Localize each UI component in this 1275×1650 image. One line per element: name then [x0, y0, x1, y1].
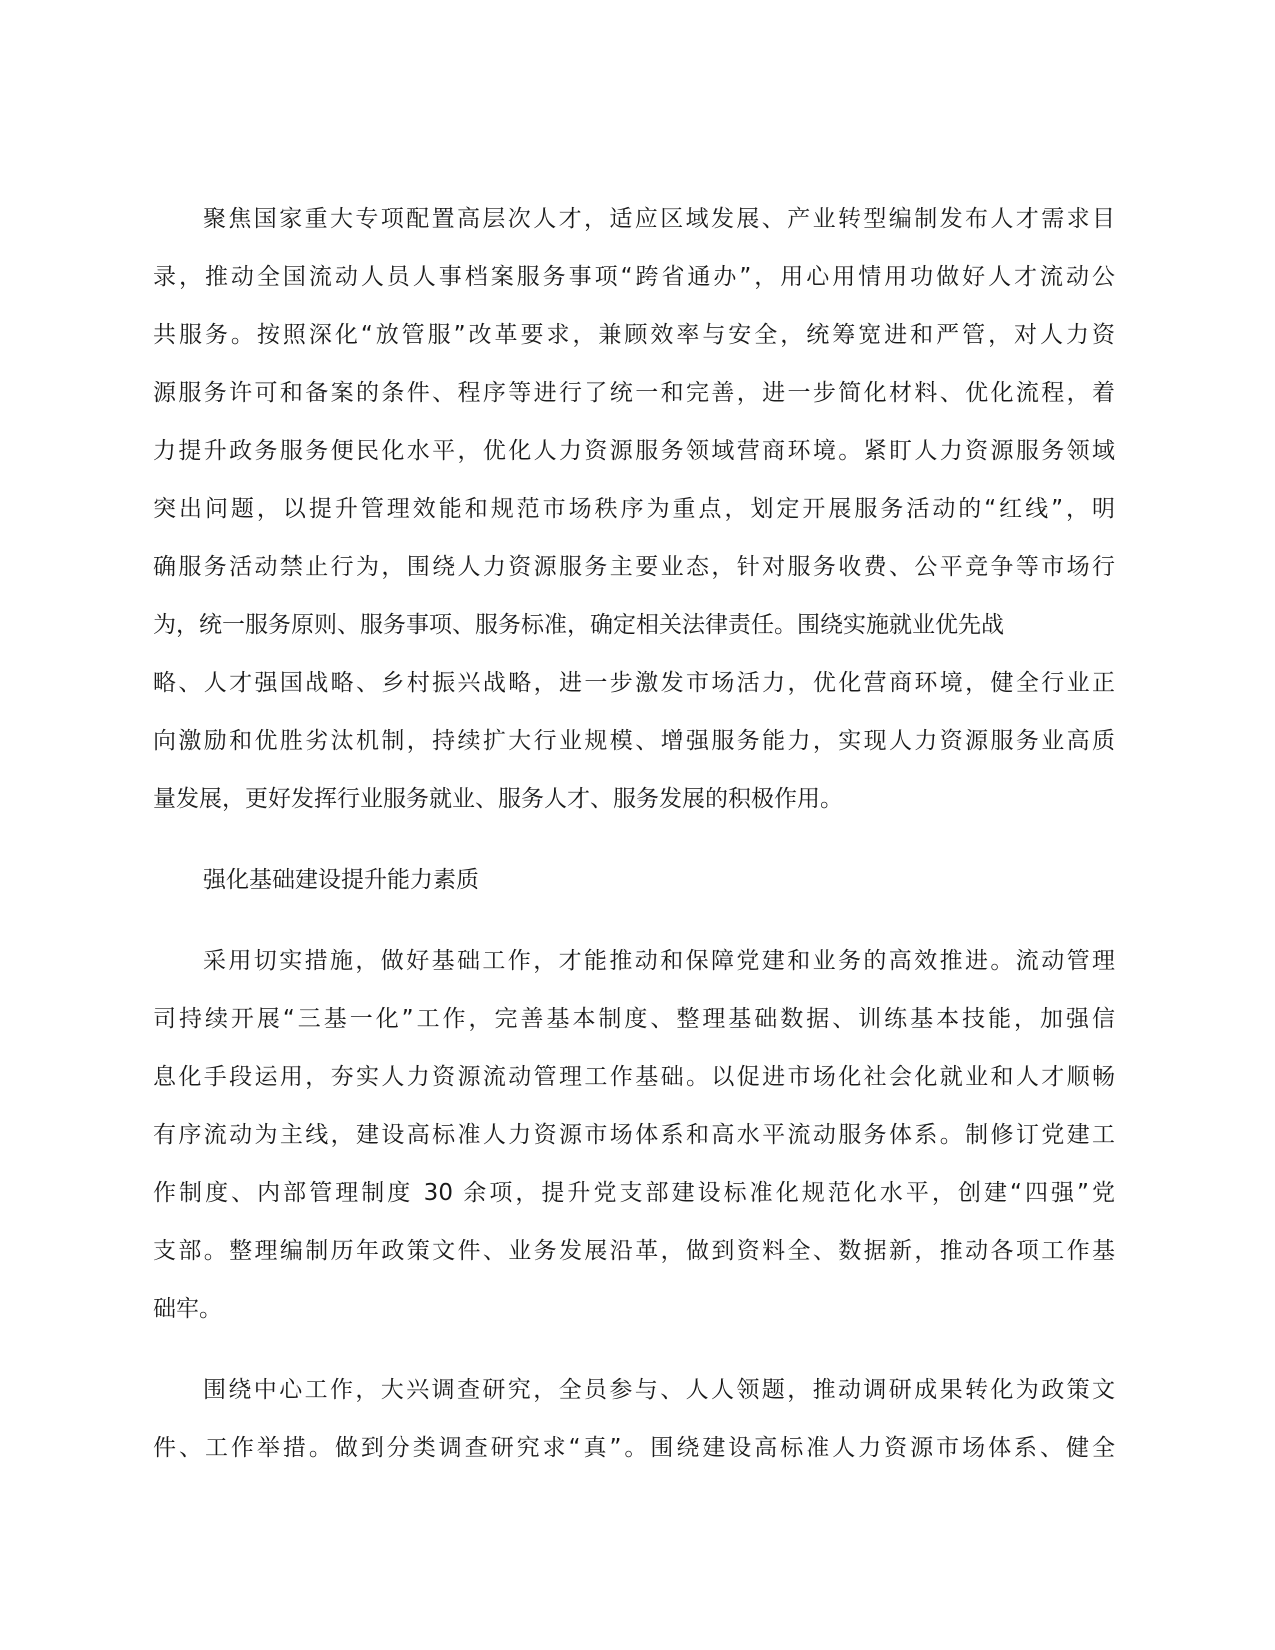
text-line: 力提升政务服务便民化水平，优化人力资源服务领域营商环境。紧盯人力资源服务领域 [153, 438, 1115, 464]
paragraph-research [153, 1361, 1115, 1477]
text-line: 共服务。按照深化“放管服”改革要求，兼顾效率与安全，统筹宽进和严管，对人力资 [153, 322, 1115, 348]
text-line: 采用切实措施，做好基础工作，才能推动和保障党建和业务的高效推进。流动管理 [203, 948, 1115, 974]
text-line: 围绕中心工作，大兴调查研究，全员参与、人人领题，推动调研成果转化为政策文 [203, 1377, 1115, 1403]
text-line: 录，推动全国流动人员人事档案服务事项“跨省通办”，用心用情用功做好人才流动公 [153, 264, 1115, 290]
text-line: 司持续开展“三基一化”工作，完善基本制度、整理基础数据、训练基本技能，加强信 [153, 1006, 1115, 1032]
text-line: 息化手段运用，夯实人力资源流动管理工作基础。以促进市场化社会化就业和人才顺畅 [153, 1064, 1115, 1090]
text-line: 向激励和优胜劣汰机制，持续扩大行业规模、增强服务能力，实现人力资源服务业高质 [153, 728, 1115, 754]
text-line: 确服务活动禁止行为，围绕人力资源服务主要业态，针对服务收费、公平竞争等市场行 [153, 554, 1115, 580]
section-heading: 强化基础建设提升能力素质 [203, 867, 479, 893]
text-line: 源服务许可和备案的条件、程序等进行了统一和完善，进一步简化材料、优化流程，着 [153, 380, 1115, 406]
text-line: 础牢。 [153, 1296, 222, 1322]
text-line: 聚焦国家重大专项配置高层次人才，适应区域发展、产业转型编制发布人才需求目 [203, 206, 1115, 232]
text-line: 突出问题，以提升管理效能和规范市场秩序为重点，划定开展服务活动的“红线”，明 [153, 496, 1115, 522]
text-line: 有序流动为主线，建设高标准人力资源市场体系和高水平流动服务体系。制修订党建工 [153, 1122, 1115, 1148]
document-body [153, 190, 1115, 1477]
text-line: 支部。整理编制历年政策文件、业务发展沿革，做到资料全、数据新，推动各项工作基 [153, 1238, 1115, 1264]
text-line: 作制度、内部管理制度 30 余项，提升党支部建设标准化规范化水平，创建“四强”党 [153, 1180, 1115, 1206]
paragraph-talent-services [153, 190, 1115, 828]
text-line: 略、人才强国战略、乡村振兴战略，进一步激发市场活力，优化营商环境，健全行业正 [153, 670, 1115, 696]
text-line: 件、工作举措。做到分类调查研究求“真”。围绕建设高标准人力资源市场体系、健全 [153, 1435, 1115, 1461]
text-line: 量发展，更好发挥行业服务就业、服务人才、服务发展的积极作用。 [153, 786, 843, 812]
text-line: 为，统一服务原则、服务事项、服务标准，确定相关法律责任。围绕实施就业优先战 [153, 612, 1004, 638]
paragraph-foundation-work [153, 932, 1115, 1338]
